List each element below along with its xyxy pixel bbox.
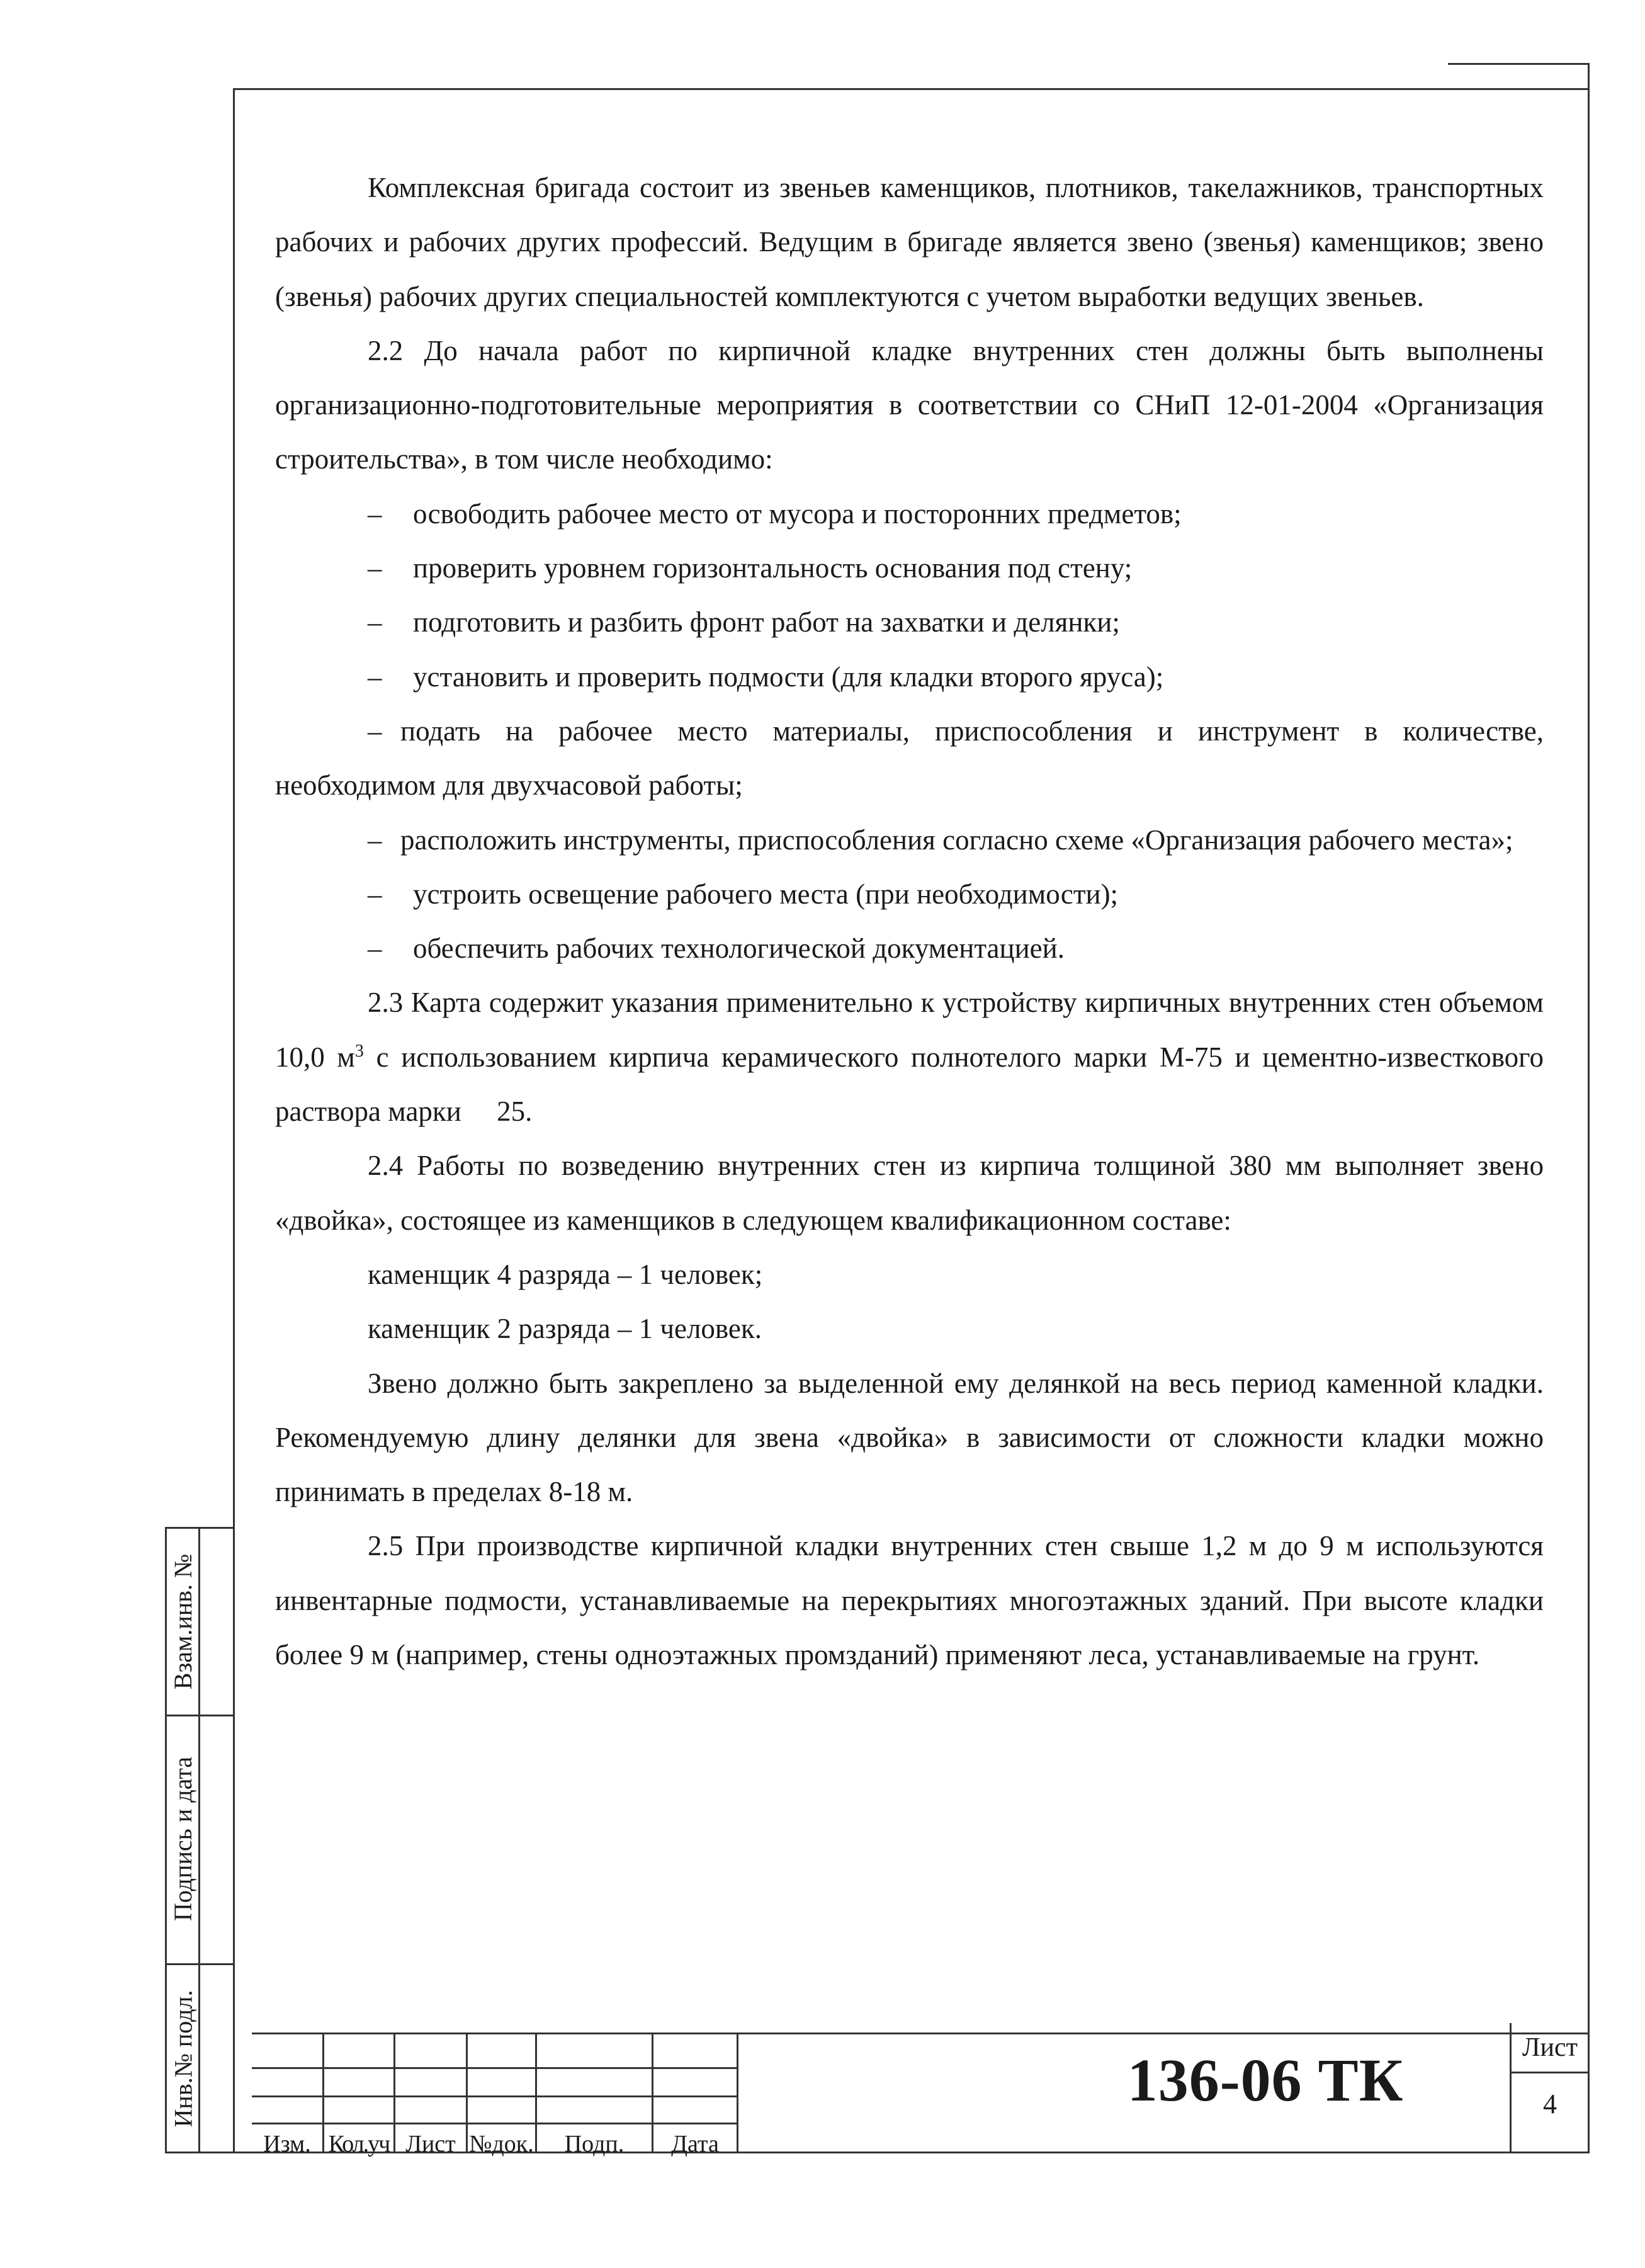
list-item: – установить и проверить подмости (для кладки второго яруса); xyxy=(368,661,1164,693)
paragraph-2-5: 2.5 При производстве кирпичной кладки внутренних стен свыше 1,2 м до 9 м используются инвентарные подмости, устанавливаемые на перекрытиях многоэтажных зданий. При высоте кладки более 9 м (например, стены одноэтажных промзданий) применяют леса, устанавливаемые на грунт. xyxy=(275,1530,1544,1671)
side-stamp xyxy=(165,1527,233,2153)
paragraph-brigade: Комплексная бригада состоит из звеньев каменщиков, плотников, такелажников, транспортных рабочих и рабочих других профессий. Ведущим в бригаде является звено (звенья) каменщиков; звено (звенья) рабочих других специальностей комплектуются с учетом выработки ведущих звеньев. xyxy=(275,172,1544,312)
crew-line: каменщик 4 разряда – 1 человек; xyxy=(368,1258,763,1290)
crew-line: каменщик 2 разряда – 1 человек. xyxy=(368,1313,762,1345)
list-item: – обеспечить рабочих технологической документацией. xyxy=(368,933,1065,965)
paragraph-crew-plot: Звено должно быть закреплено за выделенной ему делянкой на весь период каменной кладки. Рекомендуемую длину делянки для звена «двойка» в зависимости от сложности кладки можно принимать в пределах 8-18 м. xyxy=(275,1367,1544,1508)
list-item: – освободить рабочее место от мусора и посторонних предметов; xyxy=(368,497,1182,530)
sheet-number: 4 xyxy=(1543,2089,1557,2119)
list-item: – подготовить и разбить фронт работ на захватки и делянки; xyxy=(368,606,1120,638)
list-item: – устроить освещение рабочего места (при необходимости); xyxy=(368,878,1119,910)
podp-label: Подп. xyxy=(564,2131,625,2157)
inv-orig-label: Инв.№ подл. xyxy=(169,1990,198,2127)
izm-label: Изм. xyxy=(263,2131,311,2157)
paragraph-2-2: 2.2 До начала работ по кирпичной кладке внутренних стен должны быть выполнены организационно-подготовительные мероприятия в соответствии со СНиП 12-01-2004 «Организация строительства», в том числе необходимо: xyxy=(275,334,1544,475)
sheet-label: Лист xyxy=(1522,2033,1578,2062)
ndok-label: №док. xyxy=(469,2131,534,2157)
paragraph-2-4: 2.4 Работы по возведению внутренних стен из кирпича толщиной 380 мм выполняет звено «двойка», состоящее из каменщиков в следующем квалификационном составе: xyxy=(275,1150,1544,1236)
title-block xyxy=(252,2033,1590,2157)
replace-inv-label: Взам.инв. № xyxy=(169,1553,198,1690)
list-label: Лист xyxy=(405,2131,456,2157)
data-label: Дата xyxy=(671,2131,719,2157)
list-item: – расположить инструменты, приспособления согласно схеме «Организация рабочего места»; xyxy=(368,824,1513,856)
document-body xyxy=(275,161,1551,1682)
list-item: – подать на рабочее место материалы, приспособления и инструмент в количестве, необходимом для двухчасовой работы; xyxy=(275,715,1544,802)
frame-top-edge xyxy=(1448,63,1590,65)
document-code: 136-06 ТК xyxy=(1127,2046,1404,2114)
paragraph-2-3: 2.3 Карта содержит указания применительно к устройству кирпичных внутренних стен объемом 10,0 $м^3$ с использованием кирпича керамического полнотелого марки М-75 и цементно-известкового раствора марки 25. xyxy=(275,987,1551,1128)
list-item: – проверить уровнем горизонтальность основания под стену; xyxy=(368,552,1133,584)
sign-date-label: Подпись и дата xyxy=(169,1756,198,1922)
kol-label: Кол.уч xyxy=(328,2131,390,2157)
frame-right-edge xyxy=(1588,63,1590,90)
